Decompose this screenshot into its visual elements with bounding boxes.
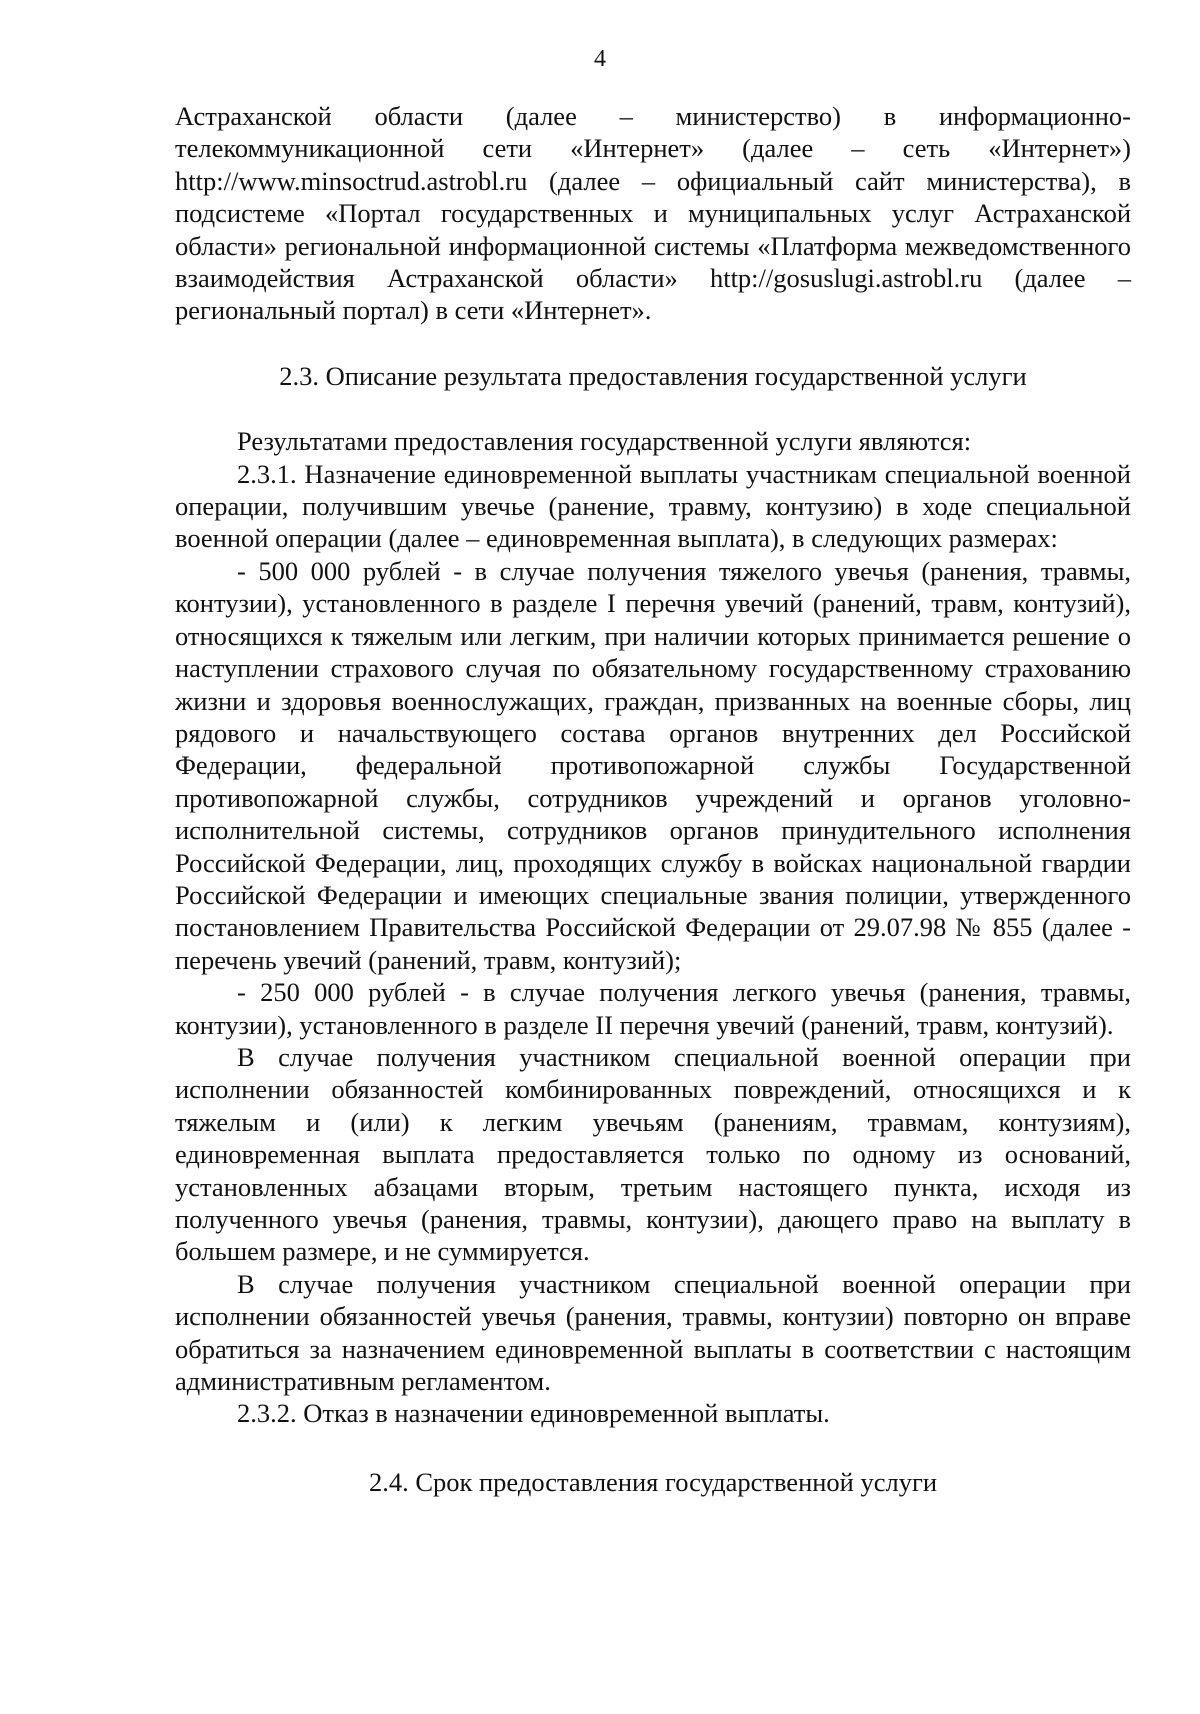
intro-paragraph: Астраханской области (далее – министерство) в информационно-телекоммуникационной сети «Интернет» (далее – сеть «Интернет») http://www.minsoctrud.astrobl.ru (далее – официальный сайт министерства), в подсистеме «Портал государственных и муниципальных услуг Астраханской области» региональной информационной системы «Платформа межведомственного взаимодействия Астраханской области» http://gosuslugi.astrobl.ru (далее – региональный портал) в сети «Интернет». — [175, 101, 1131, 326]
amount-500000-paragraph: - 500 000 рублей - в случае получения тяжелого увечья (ранения, травмы, контузии), установленного в разделе I перечня увечий (ранений, травм, контузий), относящихся к тяжелым или легким, при наличии которых принимается решение о наступлении страхового случая по обязательному государственному страхованию жизни и здоровья военнослужащих, граждан, призванных на военные сборы, лиц рядового и начальствующего состава органов внутренних дел Российской Федерации, федеральной противопожарной службы Государственной противопожарной службы, сотрудников учреждений и органов уголовно-исполнительной системы, сотрудников органов принудительного исполнения Российской Федерации, лиц, проходящих службу в войсках национальной гвардии Российской Федерации и имеющих специальные звания полиции, утвержденного постановлением Правительства Российской Федерации от 29.07.98 № 855 (далее - перечень увечий (ранений, травм, контузий); — [175, 555, 1131, 975]
amount-250000-paragraph: - 250 000 рублей - в случае получения легкого увечья (ранения, травмы, контузии), установленного в разделе II перечня увечий (ранений, травм, контузий). — [175, 977, 1131, 1040]
item-2-3-1: 2.3.1. Назначение единовременной выплаты участникам специальной военной операции, получившим увечье (ранение, травму, контузию) в ходе специальной военной операции (далее – единовременная выплата), в следующих размерах: — [175, 458, 1131, 554]
combined-injuries-paragraph: В случае получения участником специальной военной операции при исполнении обязанностей комбинированных повреждений, относящихся и к тяжелым и (или) к легким увечьям (ранениям, травмам, контузиям), единовременная выплата предоставляется только по одному из оснований, установленных абзацами вторым, третьим настоящего пункта, исходя из полученного увечья (ранения, травмы, контузии), дающего право на выплату в большем размере, и не суммируется. — [175, 1041, 1131, 1267]
results-lead: Результатами предоставления государственной услуги являются: — [237, 426, 972, 457]
repeat-injury-paragraph: В случае получения участником специальной военной операции при исполнении обязанностей увечья (ранения, травмы, контузии) повторно он вправе обратиться за назначением единовременной выплаты в соответствии с настоящим административным регламентом. — [175, 1268, 1131, 1397]
item-2-3-2: 2.3.2. Отказ в назначении единовременной выплаты. — [237, 1398, 830, 1429]
page-number: 4 — [594, 46, 606, 72]
section-2-3-heading: 2.3. Описание результата предоставления государственной услуги — [279, 360, 1027, 391]
document-body — [175, 100, 1131, 1498]
section-2-4-heading: 2.4. Срок предоставления государственной услуги — [368, 1466, 938, 1497]
